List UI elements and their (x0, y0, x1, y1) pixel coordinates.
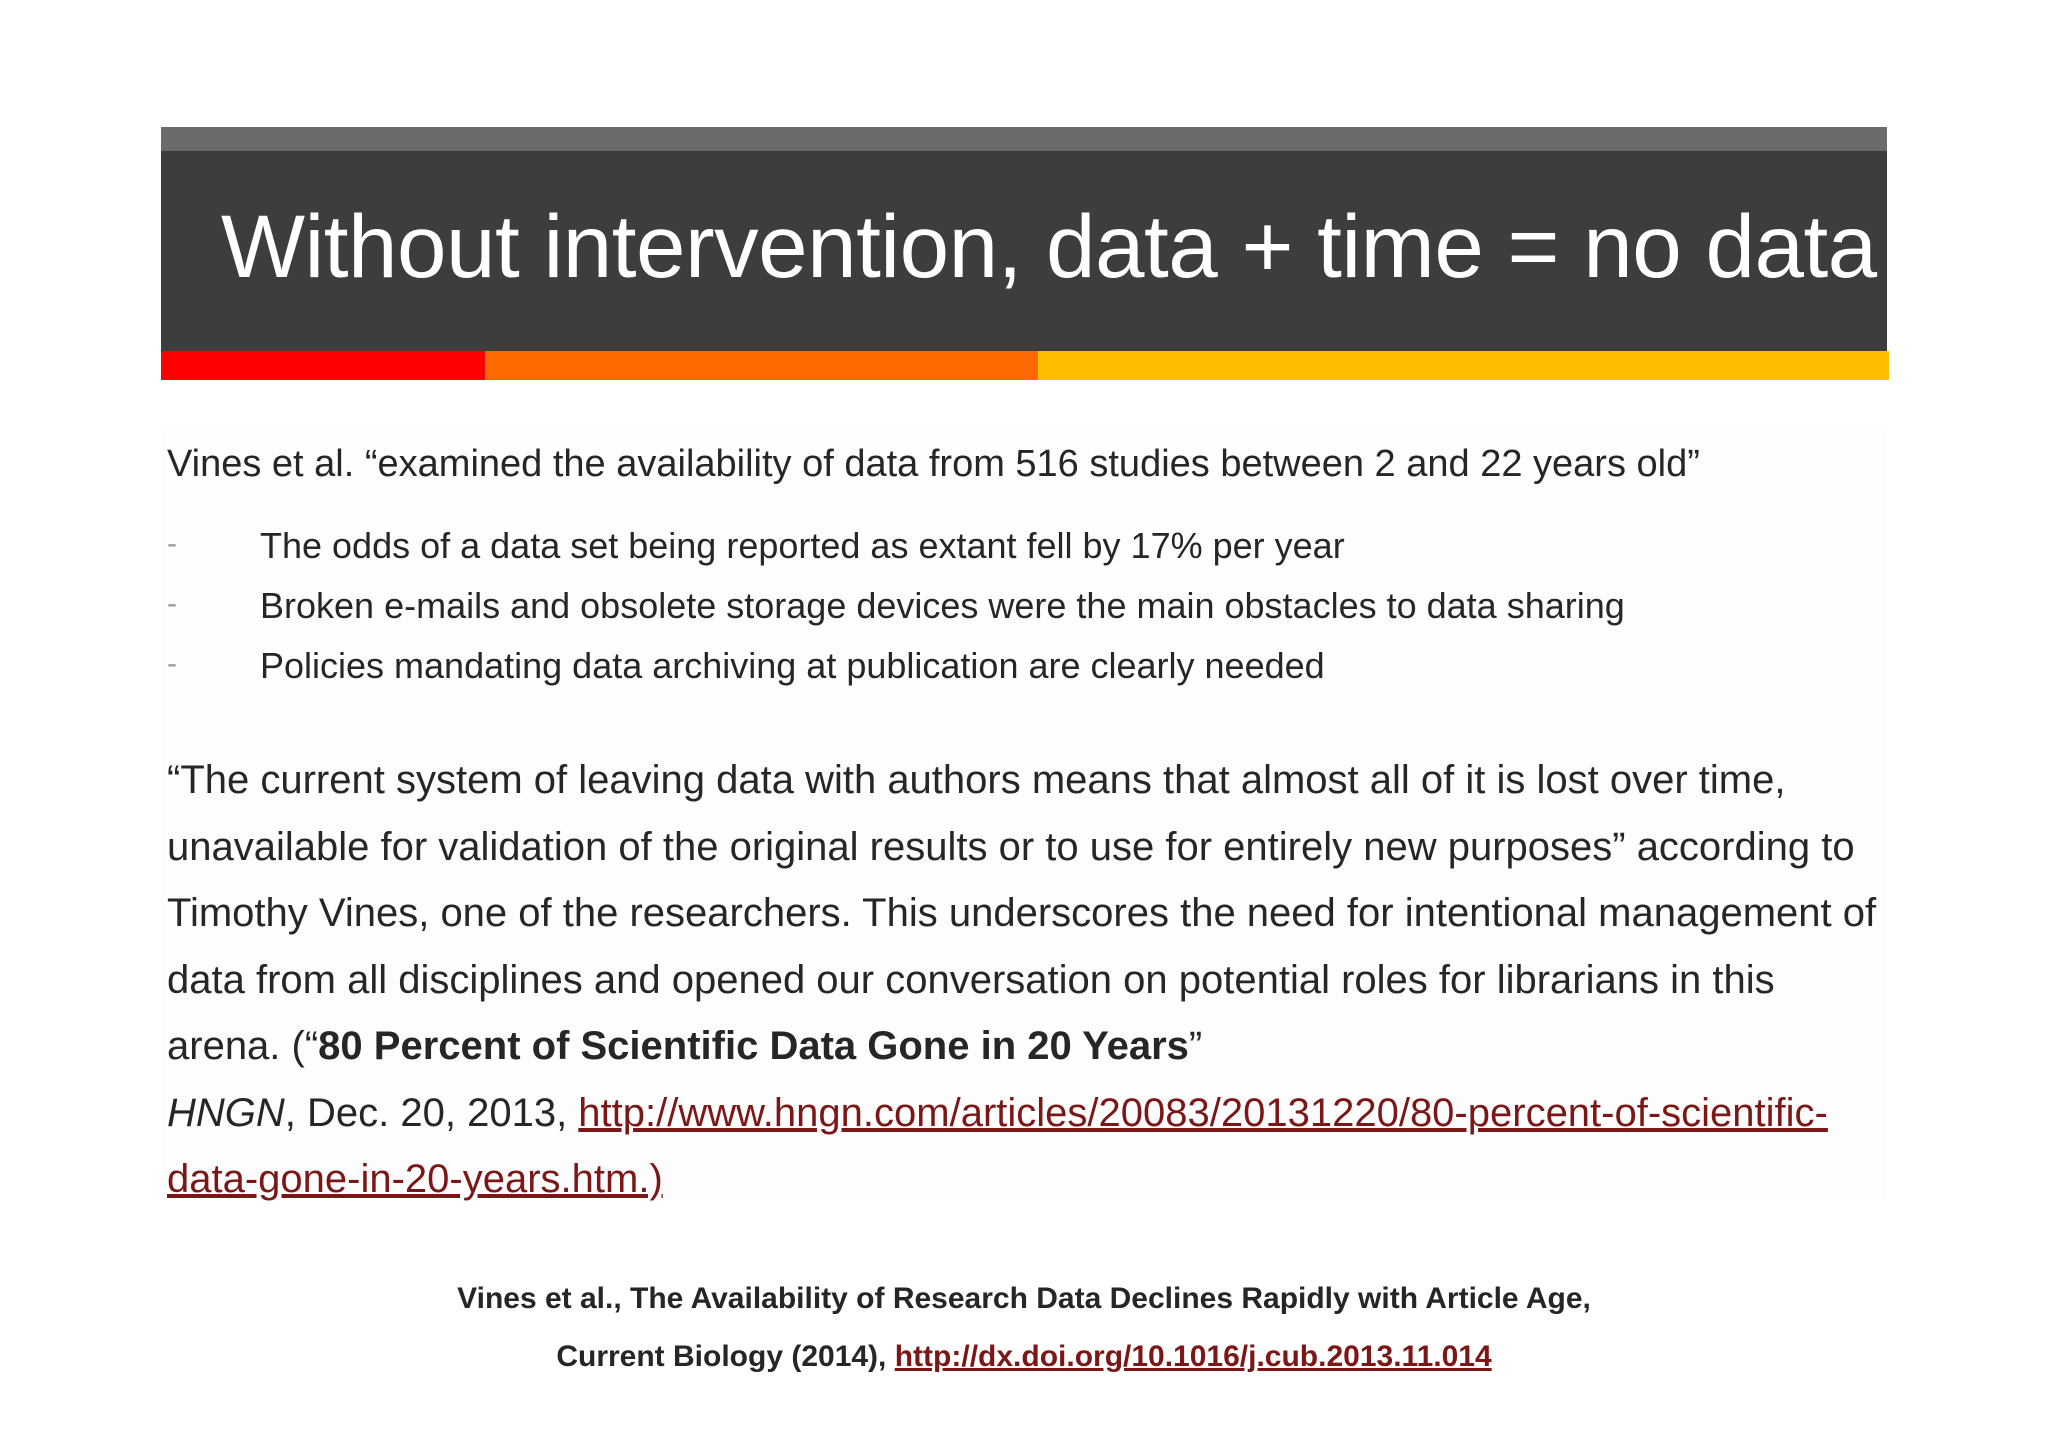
article-link[interactable]: http://www.hngn.com/articles/20083/20131220/80-percent-of-scientific-data-gone-in-20-years.htm.) (167, 1090, 1828, 1201)
dash-bullet: - (167, 587, 177, 620)
quote-body: “The current system of leaving data with authors means that almost all of it is lost over time, unavailable for validation of the original results or to use for entirely new purposes” according to Timothy Vines, one of the researchers. This underscores the need for intentional management of data from all disciplines and opened our conversation on potential roles for librarians in this arena. (“ (167, 758, 1877, 1068)
article-date: , Dec. 20, 2013, (284, 1090, 579, 1135)
accent-stripe-red (161, 351, 485, 380)
lead-statement: Vines et al. “examined the availability of data from 516 studies between 2 and 22 years old” (167, 443, 1700, 485)
slide-title: Without intervention, data + time = no data (221, 196, 1877, 296)
accent-stripe-yellow (1038, 351, 1889, 380)
reference-journal: Current Biology (2014), (556, 1340, 895, 1373)
bullet-text: Broken e-mails and obsolete storage devices were the main obstacles to data sharing (260, 585, 1625, 626)
bullet-text: The odds of a data set being reported as extant fell by 17% per year (260, 525, 1345, 566)
accent-stripe-orange (485, 351, 1038, 380)
source-name: HNGN (167, 1090, 285, 1135)
doi-link[interactable]: http://dx.doi.org/10.1016/j.cub.2013.11.014 (894, 1340, 1492, 1373)
bullet-text: Policies mandating data archiving at publication are clearly needed (260, 645, 1325, 686)
dash-bullet: - (167, 527, 177, 560)
article-title: 80 Percent of Scientific Data Gone in 20 Years (318, 1024, 1189, 1068)
reference-line-2 (0, 1340, 2048, 1398)
title-top-bar (161, 127, 1887, 151)
reference-citation (0, 1282, 2048, 1398)
quote-paragraph (167, 747, 1887, 1213)
dash-bullet: - (167, 647, 177, 680)
title-banner (161, 151, 1887, 351)
close-quote: ” (1188, 1024, 1203, 1068)
reference-line-1: Vines et al., The Availability of Research Data Declines Rapidly with Article Age, (457, 1282, 1591, 1315)
